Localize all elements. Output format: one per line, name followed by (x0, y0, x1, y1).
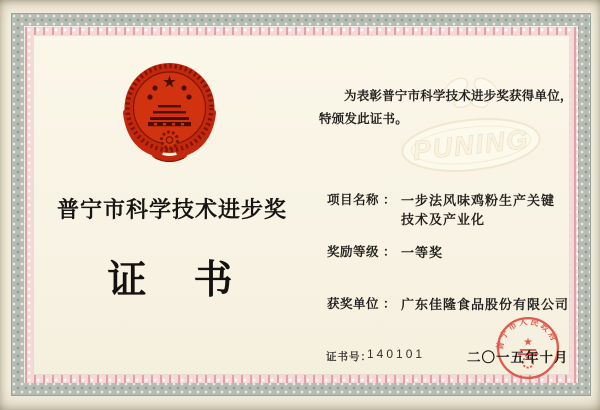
project-name-value: 一步法风味鸡粉生产关键技术及产业化 (401, 193, 556, 227)
ornamental-border-inner (24, 26, 578, 383)
watermark-text: PUNING (411, 123, 531, 167)
certificate-title: 普宁市科学技术进步奖 (56, 197, 287, 222)
field-row-award-grade (327, 243, 577, 262)
award-grade-label: 奖励等级 ： (327, 245, 396, 259)
award-grade-value: 一等奖 (401, 245, 444, 260)
commendation-text: 为表彰普宁市科学技术进步奖获得单位，特颁发此证书。 (319, 89, 573, 126)
awarded-unit-value: 广东佳隆食品股份有限公司 (401, 297, 570, 312)
national-emblem-icon (122, 61, 217, 167)
project-name-label: 项目名称 ： (327, 193, 396, 207)
certificate-paper (33, 35, 573, 375)
issue-date: 二〇一五年十月 (467, 350, 569, 365)
awarded-unit-label: 获奖单位 ： (327, 297, 396, 311)
field-row-awarded-unit (327, 295, 577, 314)
guilloche-border-outer (11, 13, 591, 396)
cert-no-value: 140101 (367, 347, 426, 361)
seal-text: 普宁市人民政府 (495, 316, 560, 351)
certificate-doc-type: 证 书 (107, 259, 237, 302)
cert-no-label: 证书号： (326, 351, 372, 363)
field-row-project-name (327, 191, 577, 229)
